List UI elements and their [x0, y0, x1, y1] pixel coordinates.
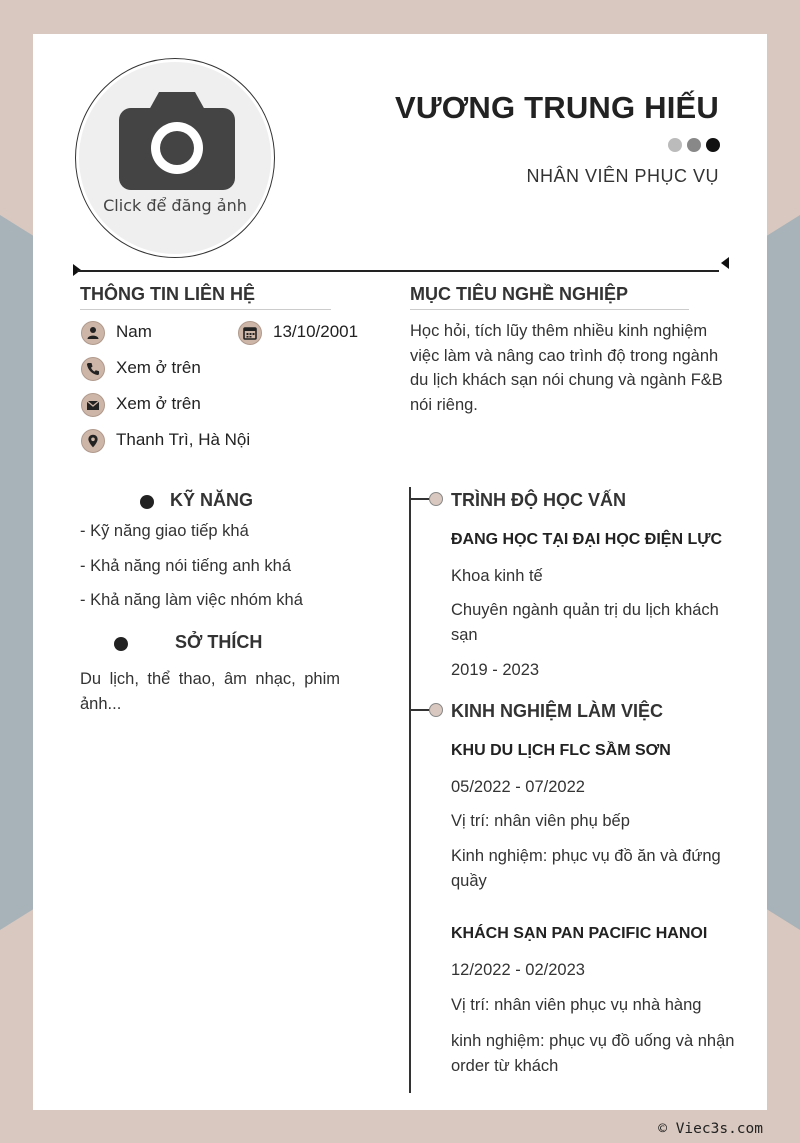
job-title: NHÂN VIÊN PHỤC VỤ	[526, 166, 719, 186]
phone-icon	[81, 357, 105, 381]
job-company: KHÁCH SẠN PAN PACIFIC HANOI	[451, 925, 708, 942]
dot-mid	[687, 138, 701, 152]
experience-title: KINH NGHIỆM LÀM VIỆC	[451, 701, 664, 721]
timeline-line	[409, 487, 411, 1093]
candidate-name: VƯƠNG TRUNG HIẾU	[394, 90, 719, 125]
faculty: Khoa kinh tế	[451, 567, 543, 585]
timeline-dot	[429, 492, 443, 506]
camera-icon	[119, 92, 235, 190]
objective-underline	[410, 309, 689, 310]
calendar-icon	[238, 321, 262, 345]
skill-item: - Khả năng nói tiếng anh khá	[80, 557, 291, 575]
watermark: © Viec3s.com	[658, 1121, 763, 1137]
job-position: Vị trí: nhân viên phục vụ nhà hàng	[451, 996, 702, 1014]
objective-title: MỤC TIÊU NGHỀ NGHIỆP	[410, 284, 629, 304]
major: Chuyên ngành quản trị du lịch khách sạn	[451, 601, 719, 644]
job-period: 05/2022 - 07/2022	[451, 778, 585, 796]
skill-item: - Khả năng làm việc nhóm khá	[80, 591, 303, 609]
dot-dark	[706, 138, 720, 152]
contact-underline	[80, 309, 331, 310]
dot-light	[668, 138, 682, 152]
objective-text: Học hỏi, tích lũy thêm nhiều kinh nghiệm việc làm và nâng cao trình độ trong ngành du lịch khách sạn nói chung và ngành F&B nói riêng.	[410, 322, 723, 414]
school-name: ĐANG HỌC TẠI ĐẠI HỌC ĐIỆN LỰC	[451, 531, 723, 548]
study-years: 2019 - 2023	[451, 661, 540, 679]
hobbies-title: SỞ THÍCH	[175, 632, 263, 652]
header-divider	[77, 270, 719, 272]
birthday-value: 13/10/2001	[273, 322, 359, 341]
phone-value: Xem ở trên	[116, 358, 201, 377]
job-company: KHU DU LỊCH FLC SẦM SƠN	[451, 742, 671, 759]
education-title: TRÌNH ĐỘ HỌC VẤN	[451, 490, 626, 510]
job-position: Vị trí: nhân viên phụ bếp	[451, 812, 630, 830]
photo-caption[interactable]: Click để đăng ảnh	[103, 196, 247, 215]
job-detail: kinh nghiệm: phục vụ đồ uống và nhận order từ khách	[451, 1032, 735, 1075]
hobbies-text: Du lịch, thể thao, âm nhạc, phim ảnh...	[80, 670, 340, 713]
timeline-dot	[429, 703, 443, 717]
skills-title: KỸ NĂNG	[170, 490, 254, 510]
photo-placeholder[interactable]	[79, 62, 271, 254]
gender-value: Nam	[116, 322, 152, 341]
skill-item: - Kỹ năng giao tiếp khá	[80, 522, 249, 540]
email-icon	[81, 393, 105, 417]
timeline-tick	[411, 498, 429, 500]
divider-arrow-right	[721, 257, 729, 269]
email-value: Xem ở trên	[116, 394, 201, 413]
skills-bullet	[140, 495, 154, 509]
timeline-tick	[411, 709, 429, 711]
hobbies-bullet	[114, 637, 128, 651]
photo-upload[interactable]	[75, 58, 275, 258]
address-value: Thanh Trì, Hà Nội	[116, 430, 251, 449]
person-icon	[81, 321, 105, 345]
job-detail: Kinh nghiệm: phục vụ đồ ăn và đứng quầy	[451, 847, 721, 890]
job-period: 12/2022 - 02/2023	[451, 961, 585, 979]
location-icon	[81, 429, 105, 453]
cv-paper	[33, 34, 767, 1110]
contact-title: THÔNG TIN LIÊN HỆ	[80, 284, 255, 304]
